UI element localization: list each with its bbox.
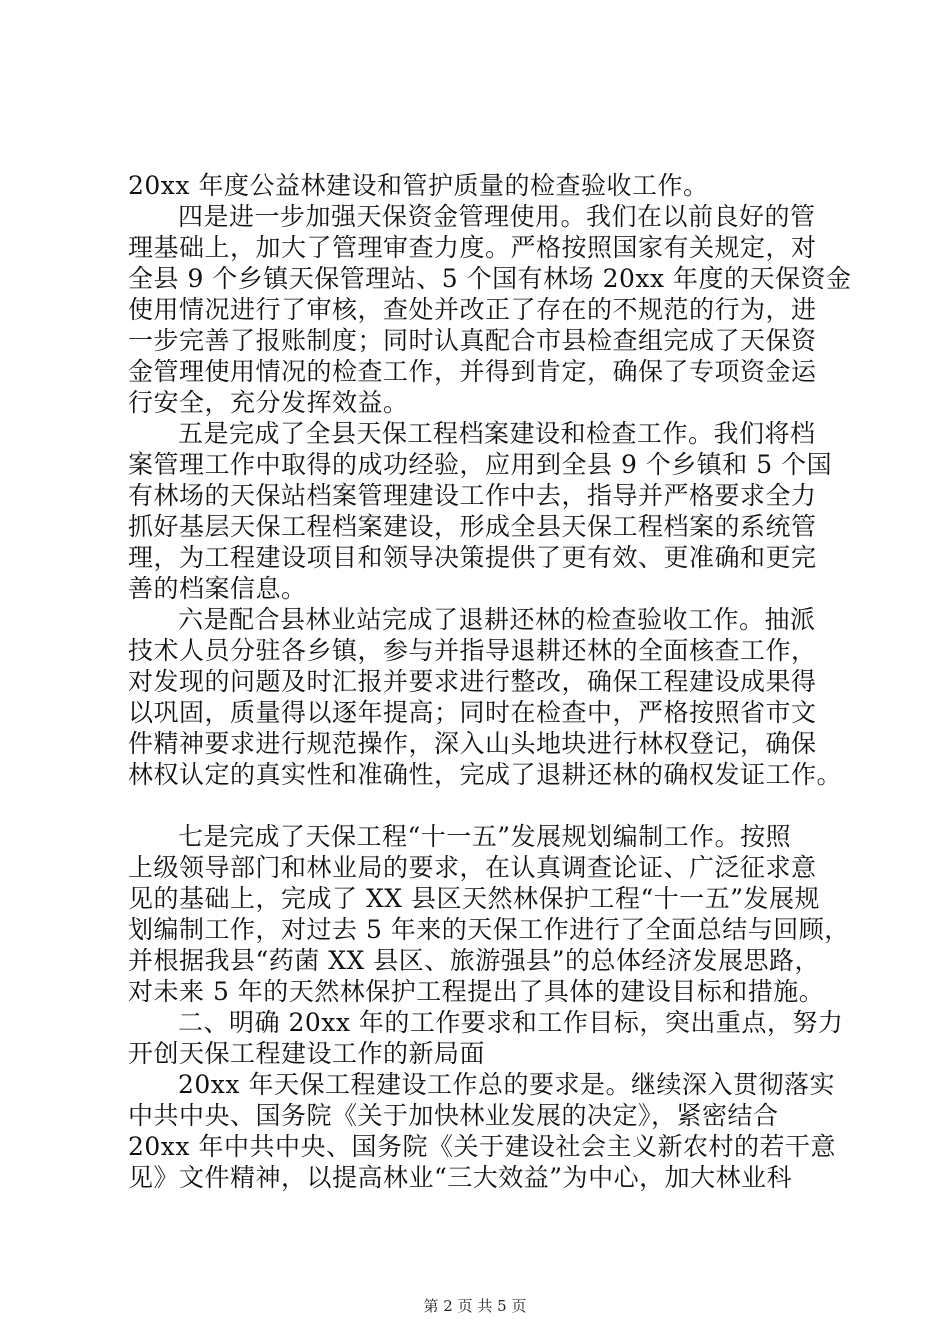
text-line: 见》文件精神，以提高林业“三大效益”为中心，加大林业科 <box>128 1163 793 1192</box>
text-line: 使用情况进行了审核，查处并改正了存在的不规范的行为，进 <box>128 295 817 324</box>
section-heading-line: 二、明确 20xx 年的工作要求和工作目标，突出重点，努力 <box>178 1008 844 1037</box>
page-number-label: 第 2 页 共 5 页 <box>423 1297 527 1315</box>
text-line: 件精神要求进行规范操作，深入山头地块进行林权登记，确保 <box>128 729 817 758</box>
page-footer <box>0 1296 950 1316</box>
text-line: 金管理使用情况的检查工作，并得到肯定，确保了专项资金运 <box>128 357 817 386</box>
text-line: 善的档案信息。 <box>128 574 307 603</box>
document-body <box>128 170 852 1193</box>
text-line: 对未来 5 年的天然林保护工程提出了具体的建设目标和措施。 <box>128 977 825 1006</box>
paragraph-start-line: 五是完成了全县天保工程档案建设和检查工作。我们将档 <box>178 419 816 448</box>
paragraph-start-line: 六是配合县林业站完成了退耕还林的检查验收工作。抽派 <box>178 605 816 634</box>
text-line: 抓好基层天保工程档案建设，形成全县天保工程档案的系统管 <box>128 512 817 541</box>
blank-line <box>128 790 838 821</box>
text-line: 林权认定的真实性和准确性，完成了退耕还林的确权发证工作。 <box>128 760 843 789</box>
text-line: 全县 9 个乡镇天保管理站、5 个国有林场 20xx 年度的天保资金 <box>128 264 852 293</box>
text-line: 行安全，充分发挥效益。 <box>128 388 409 417</box>
paragraph-start-line: 七是完成了天保工程“十一五”发展规划编制工作。按照 <box>178 822 792 851</box>
text-line: 以巩固，质量得以逐年提高；同时在检查中，严格按照省市文 <box>128 698 817 727</box>
text-line: 对发现的问题及时汇报并要求进行整改，确保工程建设成果得 <box>128 667 817 696</box>
text-line: 并根据我县“药菌 XX 县区、旅游强县”的总体经济发展思路， <box>128 946 821 975</box>
text-line: 划编制工作，对过去 5 年来的天保工作进行了全面总结与回顾， <box>128 915 850 944</box>
text-line: 中共中央、国务院《关于加快林业发展的决定》，紧密结合 <box>128 1101 779 1130</box>
text-line: 理，为工程建设项目和领导决策提供了更有效、更准确和更完 <box>128 543 817 572</box>
paragraph-start-line: 四是进一步加强天保资金管理使用。我们在以前良好的管 <box>178 202 816 231</box>
section-heading-line: 开创天保工程建设工作的新局面 <box>128 1039 486 1068</box>
text-line: 见的基础上，完成了 XX 县区天然林保护工程“十一五”发展规 <box>128 884 821 913</box>
text-line: 案管理工作中取得的成功经验，应用到全县 9 个乡镇和 5 个国 <box>128 450 833 479</box>
text-line: 20xx 年中共中央、国务院《关于建设社会主义新农村的若干意 <box>128 1132 836 1161</box>
text-line: 上级领导部门和林业局的要求，在认真调查论证、广泛征求意 <box>128 853 817 882</box>
text-line: 一步完善了报账制度；同时认真配合市县检查组完成了天保资 <box>128 326 817 355</box>
text-line: 技术人员分驻各乡镇，参与并指导退耕还林的全面核查工作， <box>128 636 817 665</box>
paragraph-start-line: 20xx 年天保工程建设工作总的要求是。继续深入贯彻落实 <box>178 1070 835 1099</box>
text-line: 20xx 年度公益林建设和管护质量的检查验收工作。 <box>128 171 709 200</box>
text-line: 理基础上，加大了管理审查力度。严格按照国家有关规定，对 <box>128 233 817 262</box>
text-line: 有林场的天保站档案管理建设工作中去，指导并严格要求全力 <box>128 481 817 510</box>
